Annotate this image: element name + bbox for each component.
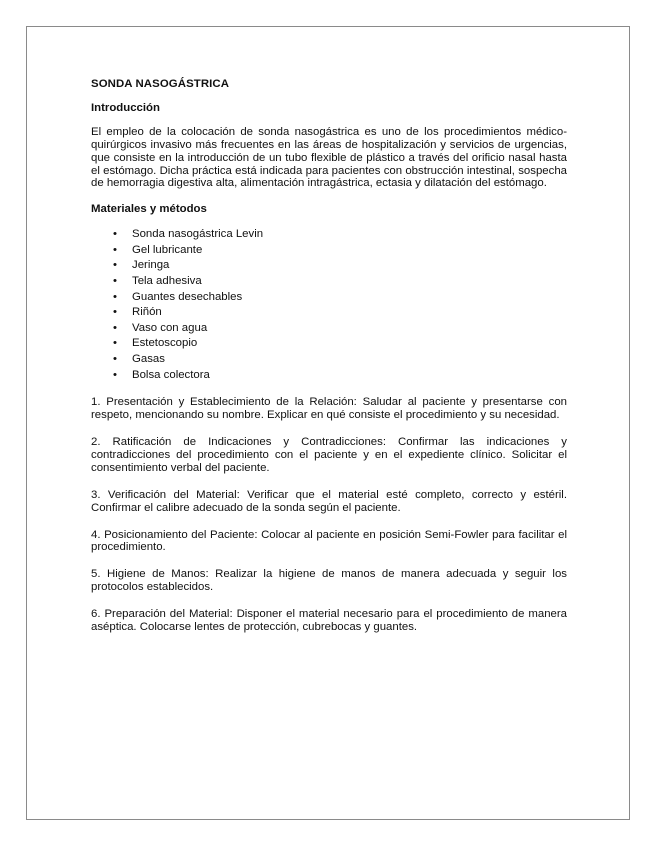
bullet-icon: • bbox=[113, 259, 117, 272]
step-paragraph: 6. Preparación del Material: Disponer el material necesario para el procedimiento de manera aséptica. Colocarse lentes de protección, cubrebocas y guantes. bbox=[91, 608, 567, 634]
bullet-icon: • bbox=[113, 290, 117, 303]
bullet-icon: • bbox=[113, 337, 117, 350]
materials-heading: Materiales y métodos bbox=[91, 203, 207, 216]
document-title: SONDA NASOGÁSTRICA bbox=[91, 78, 230, 90]
intro-paragraph: El empleo de la colocación de sonda nasogástrica es uno de los procedimientos médico-quirúrgicos invasivo más frecuentes en las áreas de hospitalización y servicios de urgencias, que consiste en la introducción de un tubo flexible de plástico a través del orificio nasal hasta el estómago. Dicha práctica está indicada para pacientes con obstrucción intestinal, sospecha de hemorragia digestiva alta, alimentación intragástrica, ectasia y dilatación del estómago. bbox=[91, 125, 567, 190]
list-item bbox=[91, 368, 567, 384]
list-item bbox=[91, 321, 567, 337]
list-item-text: Vaso con agua bbox=[132, 321, 208, 334]
step-paragraph: 1. Presentación y Establecimiento de la Relación: Saludar al paciente y presentarse con respeto, mencionando su nombre. Explicar en qué consiste el procedimiento y su necesidad. bbox=[91, 396, 567, 422]
step-paragraph: 4. Posicionamiento del Paciente: Colocar al paciente en posición Semi-Fowler para facilitar el procedimiento. bbox=[91, 528, 567, 554]
bullet-icon: • bbox=[113, 353, 117, 365]
bullet-icon: • bbox=[113, 228, 117, 241]
bullet-icon: • bbox=[113, 368, 117, 381]
list-item bbox=[91, 290, 567, 306]
materials-list bbox=[91, 227, 567, 383]
list-item bbox=[91, 336, 567, 352]
document-page bbox=[26, 26, 630, 820]
list-item-text: Gasas bbox=[132, 353, 165, 365]
intro-heading: Introducción bbox=[91, 101, 160, 114]
list-item-text: Sonda nasogástrica Levin bbox=[132, 228, 264, 241]
bullet-icon: • bbox=[113, 275, 117, 288]
list-item bbox=[91, 305, 567, 321]
list-item-text: Tela adhesiva bbox=[132, 275, 202, 288]
list-item-text: Guantes desechables bbox=[132, 290, 243, 303]
step-paragraph: 5. Higiene de Manos: Realizar la higiene de manos de manera adecuada y seguir los protocolos establecidos. bbox=[91, 568, 567, 594]
bullet-icon: • bbox=[113, 321, 117, 334]
list-item-text: Gel lubricante bbox=[132, 243, 203, 256]
list-item-text: Estetoscopio bbox=[132, 337, 198, 350]
step-paragraph: 3. Verificación del Material: Verificar que el material esté completo, correcto y estéril. Confirmar el calibre adecuado de la sonda según el paciente. bbox=[91, 488, 567, 514]
list-item bbox=[91, 274, 567, 290]
page-content bbox=[91, 78, 567, 648]
list-item-text: Riñón bbox=[132, 306, 162, 319]
bullet-icon: • bbox=[113, 243, 117, 256]
list-item-text: Bolsa colectora bbox=[132, 368, 210, 381]
list-item-text: Jeringa bbox=[132, 259, 170, 272]
list-item bbox=[91, 243, 567, 259]
list-item bbox=[91, 227, 567, 243]
list-item bbox=[91, 352, 567, 368]
bullet-icon: • bbox=[113, 306, 117, 319]
list-item bbox=[91, 258, 567, 274]
step-paragraph: 2. Ratificación de Indicaciones y Contradicciones: Confirmar las indicaciones y contradicciones del procedimiento con el paciente y en el expediente clínico. Solicitar el consentimiento verbal del paciente. bbox=[91, 436, 567, 474]
